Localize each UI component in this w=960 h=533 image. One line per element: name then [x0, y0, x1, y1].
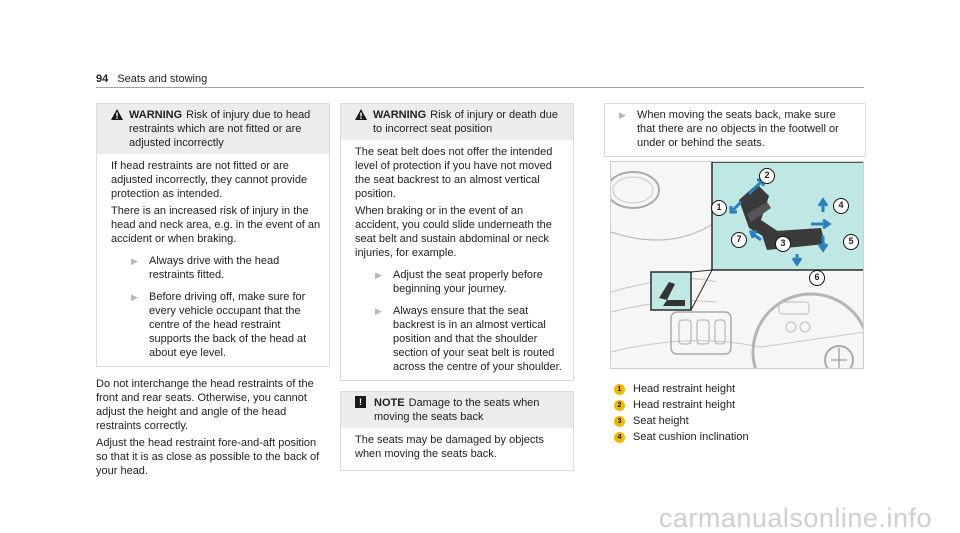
- warning-title: Risk of injury due to head restraints which are not fitted or are adjusted incorrectly: [129, 109, 311, 149]
- figure-callout-2: 2: [759, 168, 775, 184]
- seat-adjustment-illustration: [611, 162, 864, 369]
- instruction-step: [111, 290, 321, 360]
- instruction-body: [605, 104, 865, 156]
- legend-text: Seat height: [633, 415, 689, 427]
- warning-header: [341, 104, 573, 140]
- legend-number-badge: 1: [614, 384, 625, 395]
- legend-text: Head restraint height: [633, 399, 736, 411]
- notice-heading-text: [374, 396, 563, 424]
- figure-callout-7: 7: [731, 232, 747, 248]
- warning-paragraph: If head restraints are not fitted or are adjusted incorrectly, they cannot provide protection as intended.: [111, 160, 308, 200]
- warning-title: Risk of injury or death due to incorrect seat position: [373, 109, 558, 135]
- page-header: [96, 72, 207, 86]
- figure-callout-6: 6: [809, 270, 825, 286]
- notice-label: NOTE: [374, 397, 405, 409]
- legend-item: [614, 398, 749, 412]
- notice-header: [341, 392, 573, 428]
- legend-item: [614, 382, 749, 396]
- step-text: Always drive with the head restraints fitted.: [149, 255, 280, 281]
- figure-callout-3: 3: [775, 236, 791, 252]
- page-section-title: Seats and stowing: [117, 73, 208, 85]
- step-arrow-icon: ▶: [619, 110, 626, 120]
- notice-paragraph: The seats may be damaged by objects when moving the seats back.: [355, 434, 544, 460]
- warning-label: WARNING: [373, 109, 427, 121]
- warning-paragraph: When braking or in the event of an accident, you could slide underneath the seat belt and sustain abdominal or neck injuries, for example.: [355, 205, 552, 259]
- warning-heading-text: [129, 108, 319, 150]
- instruction-step: [355, 268, 565, 296]
- body-text: [96, 377, 330, 478]
- notice-box-seat-damage: [340, 391, 574, 471]
- figure-callout-5: 5: [843, 234, 859, 250]
- step-arrow-icon: ▶: [375, 270, 382, 280]
- step-arrow-icon: ▶: [375, 306, 382, 316]
- warning-triangle-icon: [355, 109, 367, 120]
- legend-number-badge: 2: [614, 400, 625, 411]
- warning-paragraph: There is an increased risk of injury in the head and neck area, e.g. in the event of an accident or when braking.: [111, 205, 321, 245]
- warning-label: WARNING: [129, 109, 183, 121]
- warning-body: [341, 140, 573, 380]
- header-divider: [96, 87, 864, 88]
- instruction-step: [111, 254, 321, 282]
- body-paragraph: Do not interchange the head restraints of the front and rear seats. Otherwise, you cannot adjust the height and angle of the head restraints correctly.: [96, 378, 314, 432]
- step-arrow-icon: ▶: [131, 292, 138, 302]
- warning-header: [97, 104, 329, 154]
- watermark: carmanualsonline.info: [658, 503, 932, 533]
- warning-box-head-restraints: [96, 103, 330, 367]
- figure-legend: [614, 382, 749, 446]
- instruction-box: [604, 103, 866, 157]
- instruction-step: [619, 108, 857, 150]
- column-2: [340, 103, 574, 471]
- legend-number-badge: 4: [614, 432, 625, 443]
- legend-number-badge: 3: [614, 416, 625, 427]
- column-1: [96, 103, 330, 481]
- figure-callout-1: 1: [711, 200, 727, 216]
- warning-body: [97, 154, 329, 366]
- notice-exclamation-icon: !: [355, 396, 366, 408]
- column-3: [604, 103, 866, 157]
- step-text: When moving the seats back, make sure that there are no objects in the footwell or under or behind the seats.: [637, 109, 839, 149]
- legend-item: [614, 430, 749, 444]
- notice-body: [341, 428, 573, 470]
- step-arrow-icon: ▶: [131, 256, 138, 266]
- warning-heading-text: [373, 108, 563, 136]
- body-paragraph: Adjust the head restraint fore-and-aft position so that it is as close as possible to the back of your head.: [96, 437, 320, 477]
- step-text: Before driving off, make sure for every vehicle occupant that the centre of the head restraint supports the back of the head at about eye level.: [149, 291, 307, 359]
- legend-text: Head restraint height: [633, 383, 736, 395]
- step-text: Adjust the seat properly before beginning your journey.: [393, 269, 543, 295]
- step-text: Always ensure that the seat backrest is in an almost vertical position and that the shoulder section of your seat belt is routed across the centre of your shoulder.: [393, 305, 562, 373]
- legend-item: [614, 414, 749, 428]
- warning-triangle-icon: [111, 109, 123, 120]
- legend-text: Seat cushion inclination: [633, 431, 749, 443]
- warning-paragraph: The seat belt does not offer the intended level of protection if you have not moved the seat backrest to an almost vertical position.: [355, 146, 553, 200]
- figure-callout-4: 4: [833, 198, 849, 214]
- notice-title: Damage to the seats when moving the seats back: [374, 397, 540, 423]
- seat-adjustment-figure: [610, 161, 864, 369]
- warning-box-seat-position: [340, 103, 574, 381]
- page-number: 94: [96, 73, 109, 85]
- instruction-step: [355, 304, 565, 374]
